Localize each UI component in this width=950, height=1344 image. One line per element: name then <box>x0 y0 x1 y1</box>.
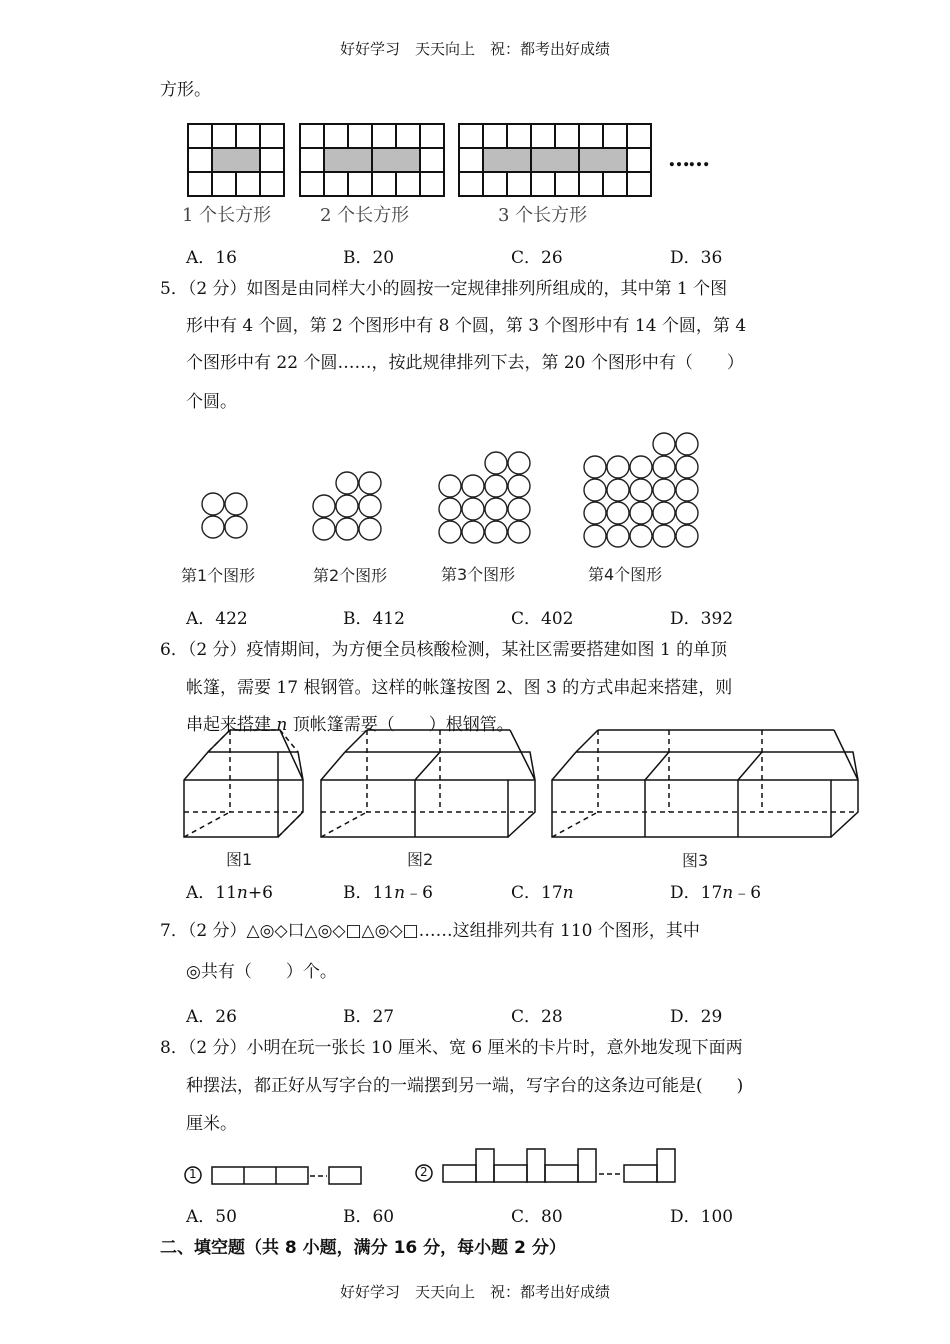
q8-option-a: A．50 <box>186 1207 237 1227</box>
q5-line-3: 个图形中有 22 个圆……，按此规律排列下去，第 20 个图形中有（ ） <box>186 353 744 373</box>
q6-caption-2: 图2 <box>407 850 434 869</box>
q6-line-3: 串起来搭建 n 顶帐篷需要（ ）根钢管。 <box>186 715 514 735</box>
q8-marker-2: 2 <box>420 1165 428 1179</box>
page-header: 好好学习 天天向上 祝：都考出好成绩 <box>339 40 610 58</box>
q5-option-d: D．392 <box>670 609 734 629</box>
q5-line-1: 5．（2 分）如图是由同样大小的圆按一定规律排列所组成的，其中第 1 个图 <box>160 279 728 299</box>
q6-line-2: 帐篷，需要 17 根钢管。这样的帐篷按图 2、图 3 的方式串起来搭建，则 <box>186 678 733 698</box>
q8-option-c: C．80 <box>511 1207 563 1227</box>
q5-line-2: 形中有 4 个圆，第 2 个图形中有 8 个圆，第 3 个图形中有 14 个圆，第 4 <box>186 316 747 336</box>
q7-line-2: ◎共有（ ）个。 <box>186 962 337 982</box>
q6-caption-1: 图1 <box>226 850 253 869</box>
q7-option-c: C．28 <box>511 1007 563 1027</box>
q8-line-1: 8．（2 分）小明在玩一张长 10 厘米、宽 6 厘米的卡片时，意外地发现下面两 <box>160 1038 743 1058</box>
q8-line-3: 厘米。 <box>186 1114 237 1134</box>
q4-ellipsis: …… <box>668 146 708 172</box>
q7-option-d: D．29 <box>670 1007 723 1027</box>
q5-caption-4: 第4个图形 <box>588 565 663 584</box>
q7-option-b: B．27 <box>343 1007 395 1027</box>
q5-option-a: A．422 <box>186 609 248 629</box>
q5-option-b: B．412 <box>343 609 405 629</box>
q4-caption-3: 3 个长方形 <box>498 205 588 226</box>
q6-line-1: 6．（2 分）疫情期间，为方便全员核酸检测，某社区需要搭建如图 1 的单顶 <box>160 640 728 660</box>
q6-caption-3: 图3 <box>682 851 709 870</box>
q6-option-c: C．17n <box>511 883 574 903</box>
q4-option-c: C．26 <box>511 248 563 268</box>
q7-option-a: A．26 <box>186 1007 237 1027</box>
q7-line-1: 7．（2 分）△◎◇口△◎◇□△◎◇□……这组排列共有 110 个图形，其中 <box>160 921 700 941</box>
q6-option-b: B．11n﹣6 <box>343 883 433 903</box>
q5-caption-1: 第1个图形 <box>181 566 256 585</box>
q5-caption-3: 第3个图形 <box>441 565 516 584</box>
q5-caption-2: 第2个图形 <box>313 566 388 585</box>
q8-line-2: 种摆法，都正好从写字台的一端摆到另一端，写字台的这条边可能是( ) <box>186 1076 744 1096</box>
q5-line-4: 个圆。 <box>186 392 237 412</box>
page-footer: 好好学习 天天向上 祝：都考出好成绩 <box>339 1283 610 1301</box>
q4-continuation: 方形。 <box>160 80 211 100</box>
q8-option-b: B．60 <box>343 1207 395 1227</box>
q4-option-a: A．16 <box>186 248 237 268</box>
q8-marker-1: 1 <box>189 1167 197 1181</box>
q8-option-d: D．100 <box>670 1207 734 1227</box>
q4-caption-2: 2 个长方形 <box>320 205 410 226</box>
q6-option-a: A．11n+6 <box>186 883 273 903</box>
q4-option-d: D．36 <box>670 248 723 268</box>
section-2-heading: 二、填空题（共 8 小题，满分 16 分，每小题 2 分） <box>160 1238 566 1258</box>
q4-option-b: B．20 <box>343 248 395 268</box>
q4-caption-1: 1 个长方形 <box>182 205 272 226</box>
q6-option-d: D．17n﹣6 <box>670 883 762 903</box>
q5-option-c: C．402 <box>511 609 574 629</box>
